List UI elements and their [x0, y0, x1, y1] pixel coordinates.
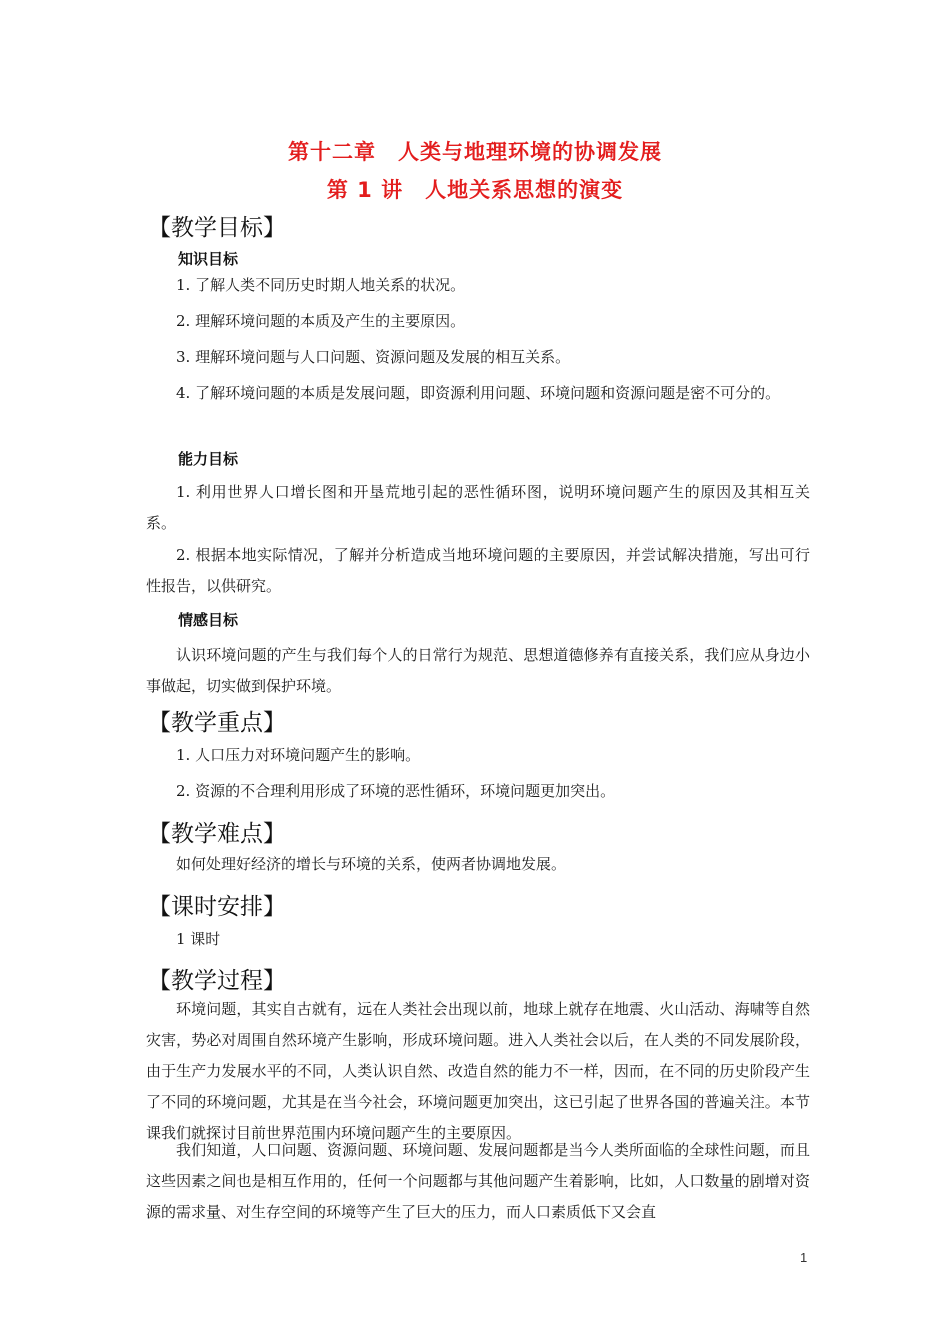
ability-item: 2. 根据本地实际情况，了解并分析造成当地环境问题的主要原因，并尝试解决措施，写出可行性报告，以供研究。	[146, 546, 810, 595]
section-heading-process: 【教学过程】	[148, 968, 286, 994]
emotion-objective-text: 认识环境问题的产生与我们每个人的日常行为规范、思想道德修养有直接关系，我们应从身边小事做起，切实做到保护环境。	[146, 646, 810, 695]
ability-item: 1. 利用世界人口增长图和开垦荒地引起的恶性循环图，说明环境问题产生的原因及其相互关系。	[146, 483, 810, 532]
lesson-title: 第 1 讲 人地关系思想的演变	[326, 178, 624, 202]
page-number: 1	[800, 1250, 808, 1265]
key-point-item: 1. 人口压力对环境问题产生的影响。	[176, 746, 421, 764]
key-point-item: 2. 资源的不合理利用形成了环境的恶性循环，环境问题更加突出。	[176, 782, 616, 800]
difficulty-text: 如何处理好经济的增长与环境的关系，使两者协调地发展。	[176, 855, 567, 873]
section-heading-objectives: 【教学目标】	[148, 215, 286, 241]
chapter-title: 第十二章 人类与地理环境的协调发展	[288, 140, 662, 164]
knowledge-item: 2. 理解环境问题的本质及产生的主要原因。	[176, 312, 466, 330]
process-paragraph: 我们知道，人口问题、资源问题、环境问题、发展问题都是当今人类所面临的全球性问题，而且这些因素之间也是相互作用的，任何一个问题都与其他问题产生着影响，比如，人口数量的剧增对资源的需求量、对生存空间的环境等产生了巨大的压力，而人口素质低下又会直	[146, 1141, 810, 1221]
process-paragraph: 环境问题，其实自古就有，远在人类社会出现以前，地球上就存在地震、火山活动、海啸等自然灾害，势必对周围自然环境产生影响，形成环境问题。进入人类社会以后，在人类的不同发展阶段，由于生产力发展水平的不同，人类认识自然、改造自然的能力不一样，因而，在不同的历史阶段产生了不同的环境问题，尤其是在当今社会，环境问题更加突出，这已引起了世界各国的普遍关注。本节课我们就探讨目前世界范围内环境问题产生的主要原因。	[146, 1000, 810, 1142]
section-heading-difficulties: 【教学难点】	[148, 821, 286, 847]
emotion-objectives-heading: 情感目标	[178, 611, 239, 629]
ability-objectives-heading: 能力目标	[178, 450, 239, 468]
section-heading-schedule: 【课时安排】	[148, 894, 286, 920]
knowledge-item: 1. 了解人类不同历史时期人地关系的状况。	[176, 276, 466, 294]
knowledge-item: 3. 理解环境问题与人口问题、资源问题及发展的相互关系。	[176, 348, 571, 366]
knowledge-item: 4. 了解环境问题的本质是发展问题，即资源利用问题、环境问题和资源问题是密不可分的。	[176, 384, 781, 402]
section-heading-key-points: 【教学重点】	[148, 710, 286, 736]
knowledge-objectives-heading: 知识目标	[178, 250, 239, 268]
schedule-text: 1 课时	[176, 930, 221, 948]
